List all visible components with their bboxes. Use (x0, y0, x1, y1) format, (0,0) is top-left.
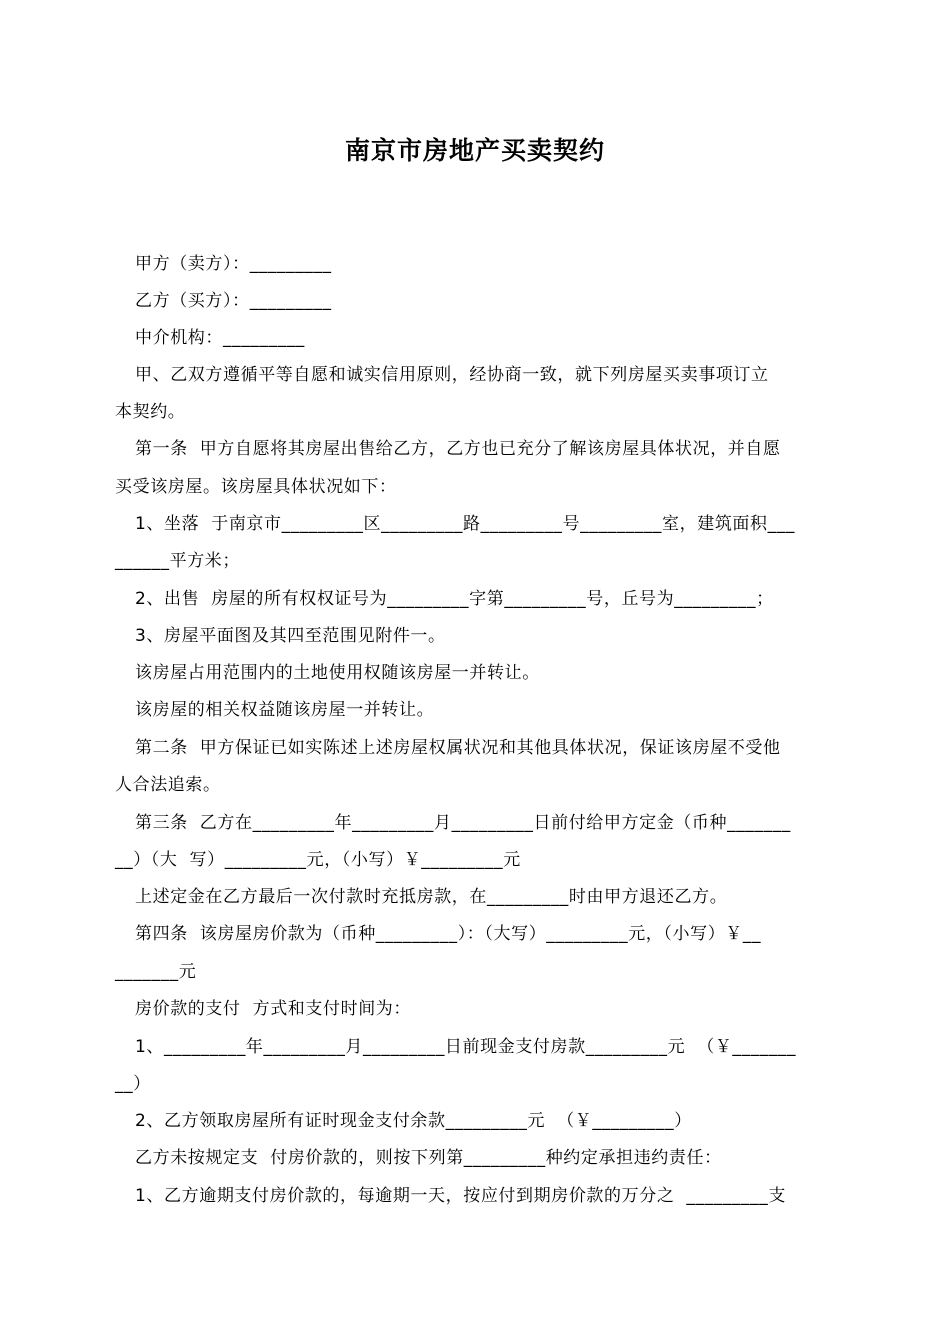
article-3-line-2: __）（大 写）_________元，（小写）￥_________元 (115, 850, 521, 870)
party-a-line: 甲方（卖方）：_________ (135, 254, 332, 274)
article-4-line-1: 第四条 该房屋房价款为（币种_________）：（大写）_________元，（小写）￥__ (135, 924, 762, 944)
article-1-item-3: 3、房屋平面图及其四至范围见附件一。 (135, 626, 446, 646)
preamble-line-2: 本契约。 (115, 402, 186, 422)
article-4-line-2: _______元 (115, 962, 197, 982)
deposit-offset-line: 上述定金在乙方最后一次付款时充抵房款，在_________时由甲方退还乙方。 (135, 887, 728, 907)
article-3-line-1: 第三条 乙方在_________年_________月_________日前付给甲方定金（币种_______ (135, 813, 791, 833)
article-2-line-1: 第二条 甲方保证已如实陈述上述房屋权属状况和其他具体状况，保证该房屋不受他 (135, 738, 781, 758)
preamble-line-1: 甲、乙双方遵循平等自愿和诚实信用原则，经协商一致，就下列房屋买卖事项订立 (135, 365, 769, 385)
article-1-line-1: 第一条 甲方自愿将其房屋出售给乙方，乙方也已充分了解该房屋具体状况，并自愿 (135, 439, 781, 459)
article-1-line-2: 买受该房屋。该房屋具体状况如下： (115, 477, 397, 497)
default-liability-line: 乙方未按规定支 付房价款的，则按下列第_________种约定承担违约责任： (135, 1148, 722, 1168)
payment-method-line: 房价款的支付 方式和支付时间为： (135, 999, 412, 1019)
article-1-item-1-line-1: 1、坐落 于南京市_________区_________路_________号_________室，建筑面积___ (135, 514, 795, 534)
agency-line: 中介机构：_________ (135, 328, 305, 348)
payment-item-1-line-1: 1、_________年_________月_________日前现金支付房款_________元 （￥_______ (135, 1037, 797, 1057)
article-1-item-1-line-2: ______平方米； (115, 551, 240, 571)
article-1-item-2: 2、出售 房屋的所有权权证号为_________字第_________号，丘号为_________； (135, 589, 774, 609)
party-b-line: 乙方（买方）：_________ (135, 291, 332, 311)
document-title: 南京市房地产买卖契约 (344, 136, 605, 165)
payment-item-1-line-2: __） (115, 1074, 151, 1094)
related-rights-line: 该房屋的相关权益随该房屋一并转让。 (135, 700, 435, 720)
article-2-line-2: 人合法追索。 (115, 775, 221, 795)
default-item-1-line: 1、乙方逾期支付房价款的，每逾期一天，按应付到期房价款的万分之 _________支 (135, 1186, 786, 1206)
land-use-right-line: 该房屋占用范围内的土地使用权随该房屋一并转让。 (135, 663, 540, 683)
payment-item-2: 2、乙方领取房屋所有证时现金支付余款_________元 （￥_________） (135, 1111, 692, 1131)
